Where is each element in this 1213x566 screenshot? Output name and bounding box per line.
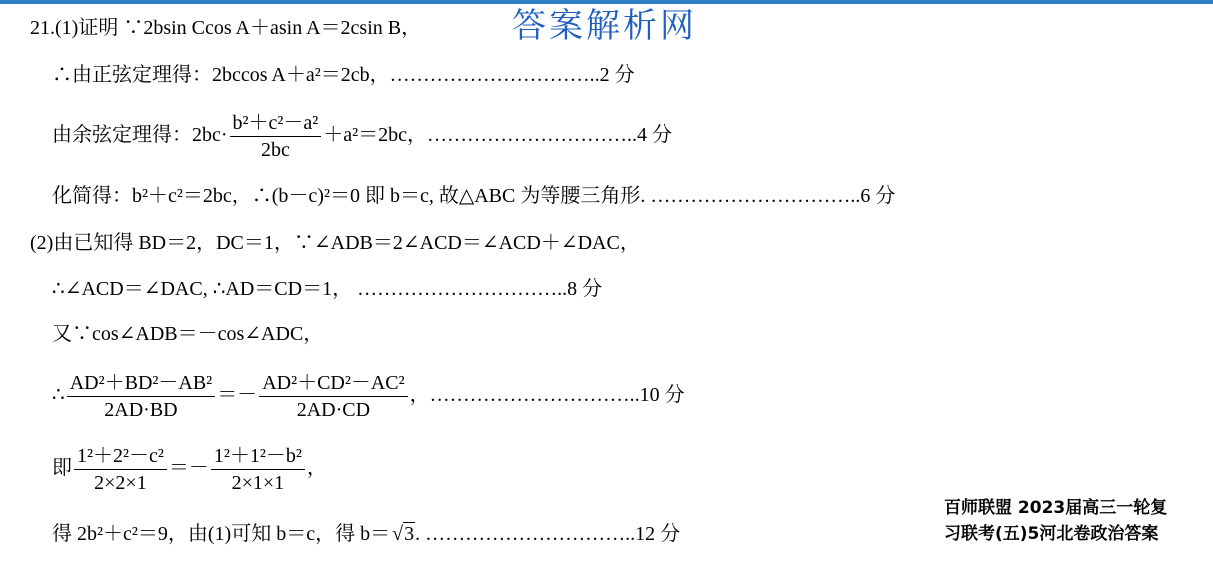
line9-prefix: 即 [52,457,72,479]
answer-line-2: ∴由正弦定理得：2bccos A＋a²＝2cb，…………………………..2 分 [52,64,635,86]
fraction-numerator: 1²＋2²－c² [74,445,167,470]
line8-equals: ＝－ [217,384,258,406]
line10-suffix: . …………………………..12 分 [415,523,681,545]
line9-equals: ＝－ [168,457,209,479]
answer-line-9 [52,443,327,494]
cosine-fraction [230,112,322,161]
answer-line-3 [52,110,672,161]
fraction-left [74,445,167,494]
answer-line-1: 21.(1)证明 ∵2bsin Ccos A＋asin A＝2csin B， [30,17,422,39]
answer-line-4: 化简得：b²＋c²＝2bc，∴(b－c)²＝0 即 b＝c, 故△ABC 为等腰三角形. …………………………..6 分 [52,185,896,207]
fraction-numerator: AD²＋BD²－AB² [67,372,215,397]
answer-line-8 [52,370,685,421]
fraction-left [67,372,215,421]
footer-caption-line-1: 百师联盟 2023届高三一轮复 [944,498,1168,518]
answer-line-6: ∴∠ACD＝∠DAC, ∴AD＝CD＝1， …………………………..8 分 [52,278,603,300]
answer-line-7: 又∵cos∠ADB＝－cos∠ADC， [52,323,324,345]
line3-suffix: ＋a²＝2bc，…………………………..4 分 [323,124,673,146]
fraction-denominator: 2×1×1 [231,471,285,494]
line9-suffix: ， [306,457,327,479]
top-border [0,0,1213,4]
fraction-right [259,372,407,421]
fraction-right [211,445,305,494]
answer-line-5: (2)由已知得 BD＝2，DC＝1，∵∠ADB＝2∠ACD＝∠ACD＋∠DAC， [30,232,640,254]
sqrt-radicand: 3 [404,523,415,545]
fraction-denominator: 2bc [260,138,290,161]
sqrt-symbol-icon: √ [392,523,404,545]
fraction-numerator: 1²＋1²－b² [211,445,305,470]
fraction-numerator: AD²＋CD²－AC² [259,372,407,397]
line8-prefix: ∴ [52,384,65,406]
fraction-denominator: 2×2×1 [94,471,147,494]
line10-prefix: 得 2b²＋c²＝9，由(1)可知 b＝c，得 b＝ [52,523,391,545]
footer-caption-line-2: 习联考(五)5河北卷政治答案 [944,524,1159,544]
line8-suffix: ，…………………………..10 分 [409,384,685,406]
fraction-denominator: 2AD·CD [296,398,371,421]
fraction-denominator: 2AD·BD [104,398,178,421]
square-root [390,522,415,546]
fraction-numerator: b²＋c²－a² [230,112,322,137]
line3-prefix: 由余弦定理得：2bc· [52,124,228,146]
answer-line-10 [52,522,680,546]
watermark-logo: 答案解析网 [512,6,697,46]
